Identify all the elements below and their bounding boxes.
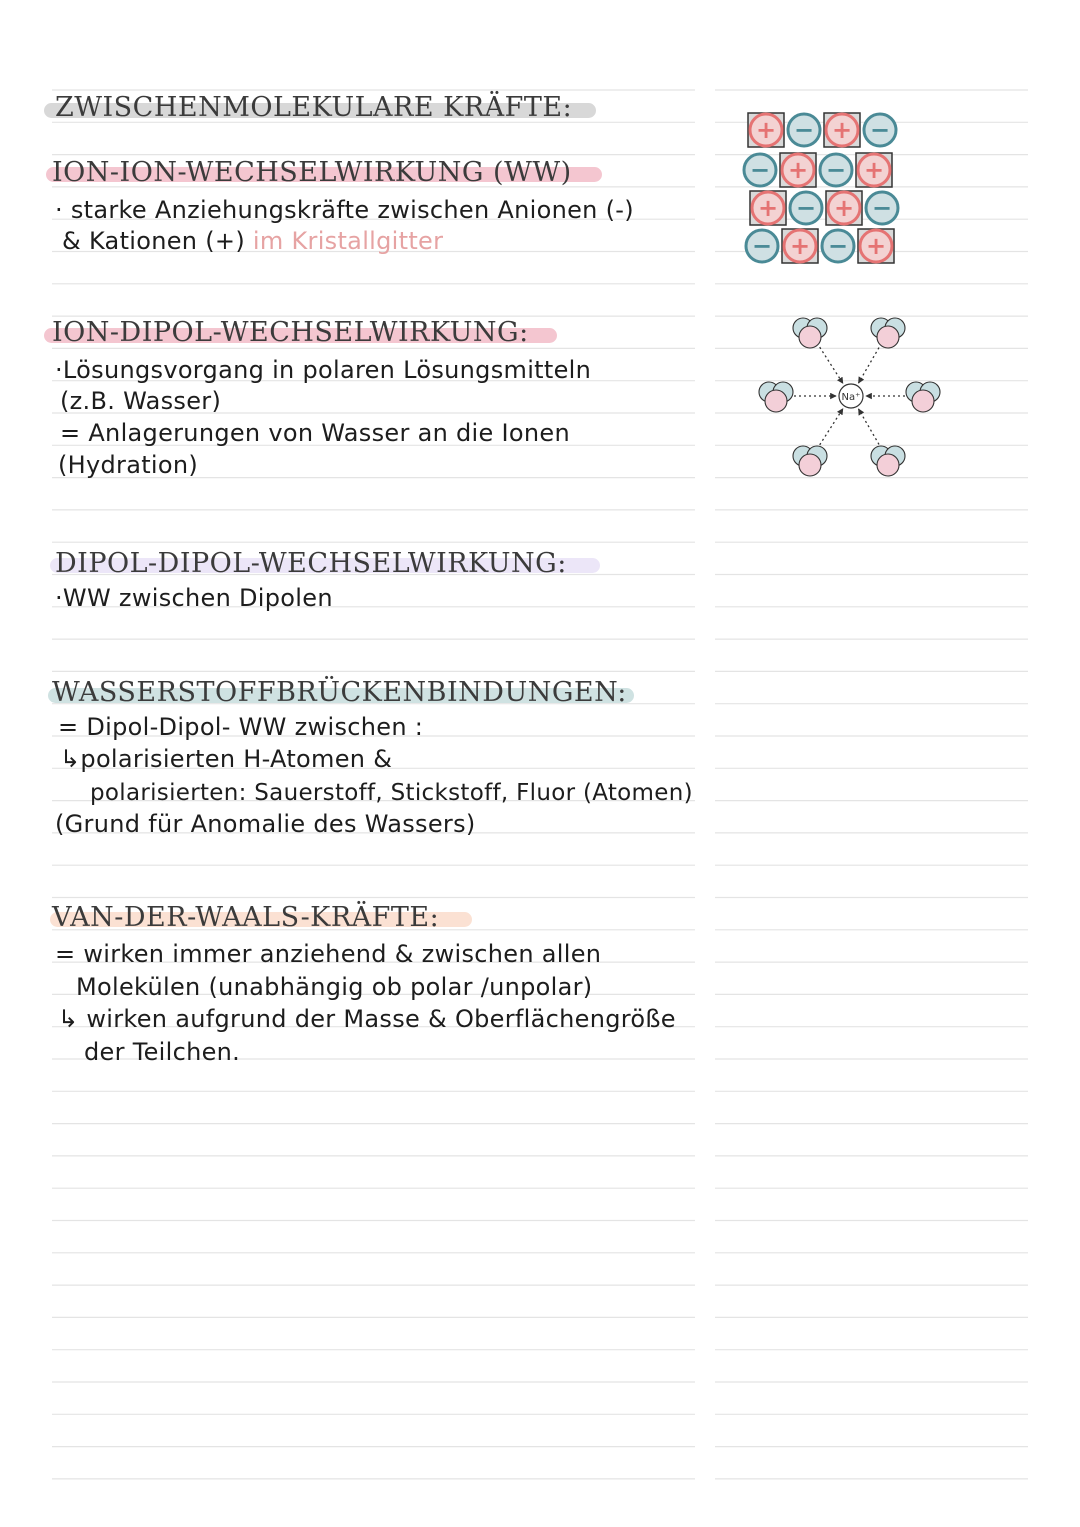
ion-ion-crystal-note: im Kristallgitter xyxy=(252,227,444,255)
ion-charge-symbol: + xyxy=(757,194,779,222)
vdw-heading: VAN-DER-WAALS-KRÄFTE: xyxy=(52,902,440,933)
dipol-dipol-heading: DIPOL-DIPOL-WECHSELWIRKUNG: xyxy=(55,548,567,579)
ion-charge-symbol: + xyxy=(831,116,853,144)
page-title: ZWISCHENMOLEKULARE KRÄFTE: xyxy=(55,92,573,123)
ion-ion-line-1: · starke Anziehungskräfte zwischen Anionen (-) xyxy=(55,196,634,224)
ion-charge-symbol: + xyxy=(755,116,777,144)
ion-charge-symbol: + xyxy=(865,232,887,260)
ion-charge-symbol: + xyxy=(787,156,809,184)
ion-charge-symbol: − xyxy=(795,194,817,222)
ion-dipol-line-3: = Anlagerungen von Wasser an die Ionen xyxy=(60,419,570,447)
water-molecule-icon xyxy=(793,318,827,348)
ion-charge-symbol: + xyxy=(789,232,811,260)
attraction-arrow xyxy=(859,409,879,444)
ion-charge-symbol: + xyxy=(833,194,855,222)
wasserstoff-line-4: (Grund für Anomalie des Wassers) xyxy=(55,810,476,838)
ion-charge-symbol: + xyxy=(863,156,885,184)
attraction-arrow xyxy=(820,409,843,445)
ion-dipol-heading: ION-DIPOL-WECHSELWIRKUNG: xyxy=(52,317,529,348)
ion-charge-symbol: − xyxy=(751,232,773,260)
ion-dipol-line-1: ·Lösungsvorgang in polaren Lösungsmitteln xyxy=(55,356,592,384)
ion-dipol-line-4: (Hydration) xyxy=(58,451,199,479)
ion-lattice-diagram xyxy=(738,108,908,273)
ion-charge-symbol: − xyxy=(749,156,771,184)
water-molecule-icon xyxy=(793,446,827,476)
ion-charge-symbol: − xyxy=(793,116,815,144)
ion-ion-line-2 xyxy=(62,226,443,256)
wasserstoff-line-1: = Dipol-Dipol- WW zwischen : xyxy=(58,713,424,741)
hydration-diagram xyxy=(738,300,958,490)
vdw-line-2: Molekülen (unabhängig ob polar /unpolar) xyxy=(76,973,593,1001)
vdw-line-1: = wirken immer anziehend & zwischen allen xyxy=(55,940,602,968)
wasserstoff-line-2: ↳polarisierten H-Atomen & xyxy=(60,745,393,773)
ion-dipol-line-2: (z.B. Wasser) xyxy=(60,387,222,415)
attraction-arrow xyxy=(820,347,843,383)
vdw-line-3: ↳ wirken aufgrund der Masse & Oberflächengröße xyxy=(58,1005,676,1033)
wasserstoff-line-3: polarisierten: Sauerstoff, Stickstoff, Fluor (Atomen) xyxy=(90,780,693,806)
water-molecule-icon xyxy=(871,446,905,476)
attraction-arrow xyxy=(859,348,879,383)
wasserstoff-heading: WASSERSTOFFBRÜCKENBINDUNGEN: xyxy=(52,677,627,708)
water-molecule-icon xyxy=(871,318,905,348)
water-molecule-icon xyxy=(906,382,940,412)
water-molecule-icon xyxy=(759,382,793,412)
ion-charge-symbol: − xyxy=(869,116,891,144)
sodium-ion-label: Na⁺ xyxy=(841,392,861,403)
ion-charge-symbol: − xyxy=(825,156,847,184)
vdw-line-4: der Teilchen. xyxy=(84,1038,241,1066)
ion-charge-symbol: − xyxy=(827,232,849,260)
dipol-dipol-line-1: ·WW zwischen Dipolen xyxy=(55,584,333,612)
ion-ion-line-2-text: & Kationen (+) xyxy=(62,227,245,255)
ion-ion-heading: ION-ION-WECHSELWIRKUNG (WW) xyxy=(52,157,572,188)
ion-charge-symbol: − xyxy=(871,194,893,222)
